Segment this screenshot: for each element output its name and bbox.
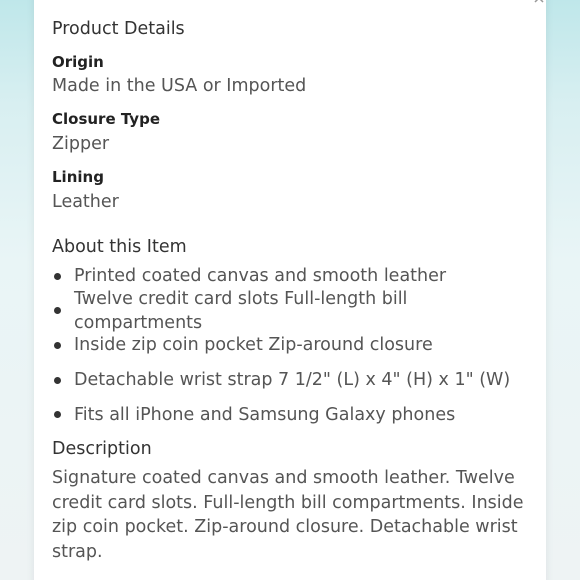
bullet-text: Inside zip coin pocket Zip-around closure	[74, 335, 433, 356]
detail-label: Lining	[52, 168, 104, 186]
detail-lining	[52, 167, 537, 214]
product-details-title: Product Details	[52, 19, 185, 39]
detail-label: Closure Type	[52, 110, 160, 128]
list-item	[52, 264, 537, 288]
product-info	[52, 17, 537, 564]
detail-value: Zipper	[52, 134, 110, 154]
detail-label: Origin	[52, 53, 104, 71]
description-line: Signature coated canvas and smooth leather. Twelve	[52, 468, 515, 489]
bullet-icon	[54, 342, 61, 349]
bullet-text: Twelve credit card slots Full-length bill compartments	[74, 288, 408, 333]
description-text	[52, 466, 537, 564]
detail-origin	[52, 52, 537, 98]
list-item	[52, 403, 537, 427]
detail-value: Leather	[52, 192, 119, 212]
list-item	[52, 333, 537, 357]
about-title: About this Item	[52, 237, 187, 257]
about-bullet-list	[52, 264, 537, 427]
description-line: zip coin pocket. Zip-around closure. Detachable wrist	[52, 517, 518, 538]
bullet-text: Printed coated canvas and smooth leather	[74, 266, 447, 286]
bullet-text: Detachable wrist strap 7 1/2" (L) x 4" (H) x 1" (W)	[74, 370, 511, 391]
list-item	[52, 288, 537, 333]
bullet-icon	[54, 377, 61, 384]
description-line: strap.	[52, 541, 103, 562]
list-item	[52, 368, 537, 392]
detail-closure-type	[52, 109, 537, 156]
bullet-icon	[54, 307, 61, 314]
chevron-icon	[534, 0, 544, 4]
description-title: Description	[52, 439, 152, 460]
description-line: credit card slots. Full-length bill compartments. Inside	[52, 492, 524, 513]
bullet-icon	[54, 411, 61, 418]
bullet-text: Fits all iPhone and Samsung Galaxy phones	[74, 404, 456, 425]
bullet-icon	[54, 273, 61, 280]
detail-value: Made in the USA or Imported	[52, 76, 307, 96]
